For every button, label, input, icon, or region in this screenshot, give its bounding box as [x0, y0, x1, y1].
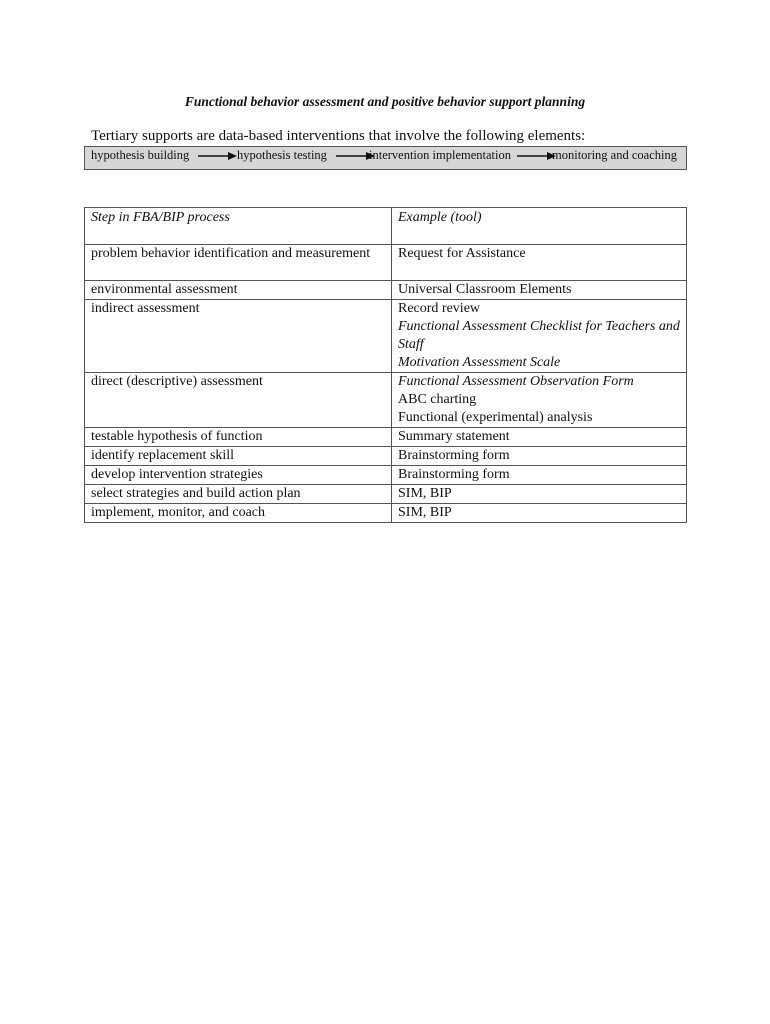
table-row — [85, 428, 687, 447]
tool-item: Motivation Assessment Scale — [398, 355, 561, 370]
step-cell: environmental assessment — [85, 281, 392, 300]
tool-cell — [392, 300, 687, 373]
step-cell: indirect assessment — [85, 300, 392, 373]
tool-cell — [392, 466, 687, 485]
table-row — [85, 485, 687, 504]
tool-item: Brainstorming form — [398, 448, 510, 463]
process-step-hypothesis-testing: hypothesis testing — [237, 148, 327, 162]
process-flow-box — [84, 146, 687, 170]
tool-cell — [392, 281, 687, 300]
tool-cell — [392, 373, 687, 428]
tool-cell — [392, 447, 687, 466]
right-arrow-icon — [517, 150, 557, 162]
tool-cell — [392, 428, 687, 447]
tool-item: Record review — [398, 301, 481, 316]
table-header-row — [85, 208, 687, 245]
right-arrow-icon — [198, 150, 238, 162]
tool-item: Universal Classroom Elements — [398, 282, 572, 297]
step-cell: direct (descriptive) assessment — [85, 373, 392, 428]
table-row — [85, 466, 687, 485]
table-row — [85, 504, 687, 523]
document-title: Functional behavior assessment and positive behavior support planning — [184, 94, 586, 109]
intro-text: Tertiary supports are data-based interventions that involve the following elements: — [91, 128, 586, 144]
step-cell: testable hypothesis of function — [85, 428, 392, 447]
tool-item: Summary statement — [398, 429, 510, 444]
table-row — [85, 245, 687, 281]
process-step-hypothesis-building: hypothesis building — [91, 148, 190, 162]
header-step: Step in FBA/BIP process — [85, 208, 392, 245]
tool-item: SIM, BIP — [398, 486, 452, 501]
tool-item: Brainstorming form — [398, 467, 510, 482]
table-row — [85, 281, 687, 300]
step-cell: implement, monitor, and coach — [85, 504, 392, 523]
table-row — [85, 447, 687, 466]
tool-item: Functional (experimental) analysis — [398, 410, 593, 425]
step-cell: develop intervention strategies — [85, 466, 392, 485]
tool-cell — [392, 485, 687, 504]
tool-cell — [392, 504, 687, 523]
tool-item: Functional Assessment Checklist for Teachers and Staff — [398, 319, 680, 352]
header-example-tool: Example (tool) — [392, 208, 687, 245]
step-cell: problem behavior identification and measurement — [85, 245, 392, 281]
table-row — [85, 300, 687, 373]
process-step-intervention-implementation: intervention implementation — [369, 148, 511, 162]
step-cell: select strategies and build action plan — [85, 485, 392, 504]
tool-item: ABC charting — [398, 392, 477, 407]
fba-bip-table — [84, 207, 687, 523]
tool-item: SIM, BIP — [398, 505, 452, 520]
tool-cell — [392, 245, 687, 281]
step-cell: identify replacement skill — [85, 447, 392, 466]
table-row — [85, 373, 687, 428]
tool-item: Request for Assistance — [398, 246, 526, 261]
process-step-monitoring-and-coaching: monitoring and coaching — [552, 148, 677, 162]
tool-item: Functional Assessment Observation Form — [398, 374, 634, 389]
